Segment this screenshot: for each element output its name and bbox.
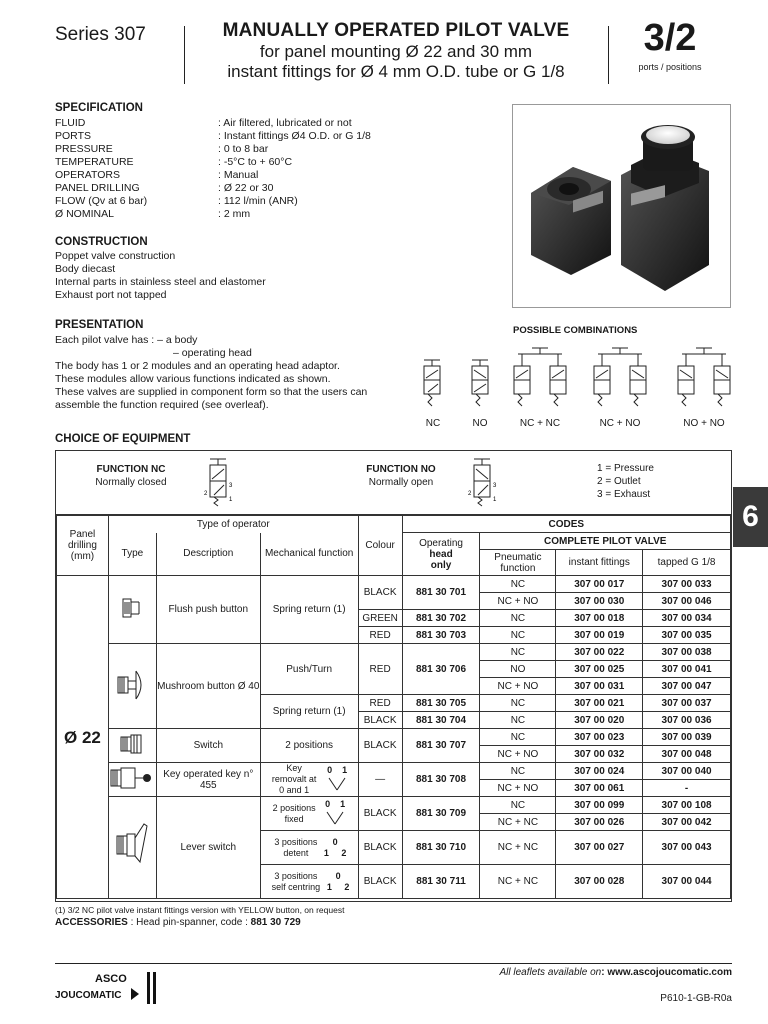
switch-type xyxy=(108,729,156,763)
spec-value: : -5°C to + 60°C xyxy=(218,156,293,168)
instant-fittings-code: 307 00 020 xyxy=(556,712,643,729)
switch-mechanical: 2 positions xyxy=(260,729,358,763)
svg-text:JOUCOMATIC: JOUCOMATIC xyxy=(55,990,122,1001)
header-head-label: head xyxy=(429,548,453,560)
combinations-diagram xyxy=(410,340,740,432)
table-row xyxy=(57,729,731,746)
lever-3pos-center: 0 xyxy=(332,836,338,847)
accessories-label: ACCESSORIES xyxy=(55,917,128,928)
operating-head-code: 881 30 711 xyxy=(402,865,480,899)
tapped-code: 307 00 033 xyxy=(643,576,731,593)
instant-fittings-code: 307 00 031 xyxy=(556,678,643,695)
spec-row xyxy=(55,182,475,195)
instant-fittings-code: 307 00 027 xyxy=(556,831,643,865)
tapped-code: 307 00 041 xyxy=(643,661,731,678)
svg-text:1: 1 xyxy=(229,497,233,503)
combinations-symbols xyxy=(410,340,740,418)
instant-fittings-code: 307 00 019 xyxy=(556,627,643,644)
colour-cell: BLACK xyxy=(358,865,402,899)
operating-head-code: 881 30 703 xyxy=(402,627,480,644)
function-no-subtitle: Normally open xyxy=(368,477,434,488)
ports-label: ports / positions xyxy=(638,62,702,72)
combination-label: NC xyxy=(425,418,441,429)
mushroom-button-type xyxy=(108,644,156,729)
port-legend xyxy=(597,462,654,501)
spec-key: FLUID xyxy=(55,117,86,129)
pneumatic-function-cell: NC xyxy=(480,729,556,746)
colour-cell: BLACK xyxy=(358,797,402,831)
construction-line: Body diecast xyxy=(55,263,116,275)
function-no-title: FUNCTION NO xyxy=(366,464,436,475)
lever-3pos-detent-text: 3 positions detent xyxy=(274,836,318,858)
presentation-line: Each pilot valve has : – a body xyxy=(55,334,198,346)
header-tapped: tapped G 1/8 xyxy=(643,550,731,576)
table-row xyxy=(57,576,731,593)
key-position-symbol xyxy=(324,765,350,795)
flush-button-mechanical: Spring return (1) xyxy=(260,576,358,644)
footnote: (1) 3/2 NC pilot valve instant fittings version with YELLOW button, on request xyxy=(55,905,345,915)
equipment-table-frame xyxy=(55,450,732,902)
spec-row xyxy=(55,117,475,130)
instant-fittings-code: 307 00 028 xyxy=(556,865,643,899)
construction-line: Internal parts in stainless steel and elastomer xyxy=(55,276,266,288)
presentation-line: These modules allow various functions indicated as shown. xyxy=(55,373,331,385)
svg-text:2: 2 xyxy=(204,491,208,497)
spec-row xyxy=(55,208,475,221)
header-panel-drilling: Panel drilling (mm) xyxy=(57,516,109,576)
combination-label: NC + NO xyxy=(599,418,641,429)
leaflets-text: All leaflets available on xyxy=(499,967,602,978)
colour-cell: — xyxy=(358,763,402,797)
pneumatic-function-cell: NC xyxy=(480,627,556,644)
presentation-line: These valves are supplied in component form so that the users can xyxy=(55,386,368,398)
lever-3pos-self-text: 3 positions self centring xyxy=(271,870,321,892)
instant-fittings-code: 307 00 061 xyxy=(556,780,643,797)
spec-value: : Manual xyxy=(218,169,259,181)
spec-key: OPERATORS xyxy=(55,169,120,181)
key-mechanical xyxy=(260,763,358,797)
tapped-code: 307 00 038 xyxy=(643,644,731,661)
accessories-code: 881 30 729 xyxy=(250,917,301,928)
pneumatic-function-cell: NC + NC xyxy=(480,831,556,865)
spec-key: PORTS xyxy=(55,130,91,142)
pneumatic-function-cell: NC + NC xyxy=(480,814,556,831)
spec-row xyxy=(55,169,475,182)
pneumatic-function-cell: NC + NO xyxy=(480,780,556,797)
legend-item: 3 = Exhaust xyxy=(597,489,651,500)
svg-text:3: 3 xyxy=(493,483,497,489)
spec-row xyxy=(55,130,475,143)
construction-title: CONSTRUCTION xyxy=(55,236,148,248)
table-row xyxy=(57,644,731,661)
tapped-code: 307 00 042 xyxy=(643,814,731,831)
operating-head-code: 881 30 710 xyxy=(402,831,480,865)
header-divider xyxy=(608,26,609,84)
page-header xyxy=(0,18,768,90)
header-pneumatic-function: Pneumatic function xyxy=(480,550,556,576)
flush-button-description: Flush push button xyxy=(156,576,260,644)
presentation-line: – operating head xyxy=(173,347,252,359)
footer-divider xyxy=(55,963,732,964)
header-mechanical-function: Mechanical function xyxy=(260,533,358,576)
construction-list xyxy=(55,250,266,302)
instant-fittings-code: 307 00 022 xyxy=(556,644,643,661)
instant-fittings-code: 307 00 030 xyxy=(556,593,643,610)
series-label: Series 307 xyxy=(55,24,146,45)
key-positions: 0 1 xyxy=(327,764,348,775)
tapped-code: 307 00 039 xyxy=(643,729,731,746)
spec-value: : 2 mm xyxy=(218,208,251,220)
leaflets-note xyxy=(499,967,732,978)
section-tab: 6 xyxy=(733,487,768,547)
operating-head-code: 881 30 708 xyxy=(402,763,480,797)
svg-text:2: 2 xyxy=(468,491,472,497)
lever-mechanical-3pos-self xyxy=(260,865,358,899)
svg-text:1: 1 xyxy=(493,497,497,503)
table-row xyxy=(57,797,731,814)
key-removal-text: Key removalt at 0 and 1 xyxy=(271,763,317,795)
spec-key: PRESSURE xyxy=(55,143,113,155)
equipment-table xyxy=(56,515,731,899)
document-reference: P610-1-GB-R0a xyxy=(660,993,732,1004)
key-switch-icon xyxy=(109,765,155,791)
flush-button-type xyxy=(108,576,156,644)
colour-cell: BLACK xyxy=(358,729,402,763)
header-complete-pilot-valve: COMPLETE PILOT VALVE xyxy=(480,533,731,550)
tapped-code: 307 00 034 xyxy=(643,610,731,627)
tapped-code: - xyxy=(643,780,731,797)
switch-icon xyxy=(117,733,147,755)
leaflets-url[interactable]: : www.ascojoucomatic.com xyxy=(601,967,732,978)
lever-2pos-icon xyxy=(322,810,348,826)
operating-head-code: 881 30 702 xyxy=(402,610,480,627)
tapped-code: 307 00 040 xyxy=(643,763,731,780)
instant-fittings-code: 307 00 032 xyxy=(556,746,643,763)
tapped-code: 307 00 108 xyxy=(643,797,731,814)
instant-fittings-code: 307 00 024 xyxy=(556,763,643,780)
legend-item: 2 = Outlet xyxy=(597,476,641,487)
title-block xyxy=(190,20,602,82)
lever-mechanical-2pos xyxy=(260,797,358,831)
mushroom-push-turn: Push/Turn xyxy=(260,644,358,695)
header-type-of-operator: Type of operator xyxy=(108,516,358,533)
spec-value: : 112 l/min (ANR) xyxy=(218,195,298,207)
mushroom-button-description: Mushroom button Ø 40 xyxy=(156,644,260,729)
choice-title: CHOICE OF EQUIPMENT xyxy=(55,433,191,445)
mushroom-spring-return: Spring return (1) xyxy=(260,695,358,729)
key-operated-description: Key operated key n° 455 xyxy=(156,763,260,797)
function-nc-title: FUNCTION NC xyxy=(96,464,166,475)
operating-head-code: 881 30 706 xyxy=(402,644,480,695)
pneumatic-function-cell: NC xyxy=(480,576,556,593)
combinations-title: POSSIBLE COMBINATIONS xyxy=(513,325,638,336)
instant-fittings-code: 307 00 026 xyxy=(556,814,643,831)
spec-key: TEMPERATURE xyxy=(55,156,134,168)
svg-text:ASCO: ASCO xyxy=(95,973,127,985)
product-photo xyxy=(512,104,731,308)
operating-head-code: 881 30 709 xyxy=(402,797,480,831)
colour-cell: RED xyxy=(358,644,402,695)
tapped-code: 307 00 047 xyxy=(643,678,731,695)
company-logo xyxy=(55,968,175,1008)
lever-switch-description: Lever switch xyxy=(156,797,260,899)
tapped-code: 307 00 043 xyxy=(643,831,731,865)
function-no xyxy=(346,463,456,489)
ports-value: 3/2 xyxy=(643,17,697,59)
no-symbol-icon xyxy=(466,455,502,509)
panel-drilling-value: Ø 22 xyxy=(57,576,109,899)
spec-key: PANEL DRILLING xyxy=(55,182,140,194)
tapped-code: 307 00 036 xyxy=(643,712,731,729)
key-positions-icon xyxy=(324,776,350,792)
colour-cell: GREEN xyxy=(358,610,402,627)
ports-positions xyxy=(620,18,720,72)
tapped-code: 307 00 037 xyxy=(643,695,731,712)
flush-button-icon xyxy=(117,593,147,623)
colour-cell: BLACK xyxy=(358,576,402,610)
instant-fittings-code: 307 00 099 xyxy=(556,797,643,814)
mushroom-button-icon xyxy=(114,665,150,705)
instant-fittings-code: 307 00 017 xyxy=(556,576,643,593)
lever-3pos-detent-symbol xyxy=(324,837,347,859)
pneumatic-function-cell: NC xyxy=(480,644,556,661)
combination-label: NC + NC xyxy=(519,418,561,429)
construction-line: Poppet valve construction xyxy=(55,250,176,262)
presentation-line: assemble the function required (see overleaf). xyxy=(55,399,269,411)
legend-item: 1 = Pressure xyxy=(597,463,654,474)
combination-label: NO xyxy=(472,418,488,429)
colour-cell: BLACK xyxy=(358,831,402,865)
pneumatic-function-cell: NC + NO xyxy=(480,678,556,695)
spec-key: Ø NOMINAL xyxy=(55,208,114,220)
lever-2pos-text: 2 positions fixed xyxy=(272,802,316,824)
tapped-code: 307 00 044 xyxy=(643,865,731,899)
presentation-line: The body has 1 or 2 modules and an operating head adaptor. xyxy=(55,360,340,372)
lever-switch-type xyxy=(108,797,156,899)
header-colour: Colour xyxy=(358,516,402,576)
spec-value: : 0 to 8 bar xyxy=(218,143,269,155)
asco-joucomatic-logo xyxy=(55,968,175,1008)
header-operating-label: Operating xyxy=(419,537,463,549)
tapped-code: 307 00 048 xyxy=(643,746,731,763)
operating-head-code: 881 30 705 xyxy=(402,695,480,712)
pneumatic-function-cell: NC + NO xyxy=(480,593,556,610)
page-title: MANUALLY OPERATED PILOT VALVE xyxy=(222,20,570,41)
spec-value: : Air filtered, lubricated or not xyxy=(218,117,352,129)
pneumatic-function-cell: NC + NC xyxy=(480,865,556,899)
header-type: Type xyxy=(108,533,156,576)
lever-switch-icon xyxy=(114,816,150,876)
specification-title: SPECIFICATION xyxy=(55,102,143,114)
page-subtitle-1: for panel mounting Ø 22 and 30 mm xyxy=(259,42,533,61)
header-only-label: only xyxy=(430,559,452,571)
spec-row xyxy=(55,143,475,156)
switch-description: Switch xyxy=(156,729,260,763)
lever-2pos-symbol xyxy=(322,799,348,829)
spec-key: FLOW (Qv at 6 bar) xyxy=(55,195,148,207)
header-codes: CODES xyxy=(402,516,730,533)
lever-mechanical-3pos-detent xyxy=(260,831,358,865)
operating-head-code: 881 30 707 xyxy=(402,729,480,763)
pneumatic-function-cell: NC xyxy=(480,610,556,627)
lever-3pos-sides: 1 2 xyxy=(323,847,347,858)
instant-fittings-code: 307 00 025 xyxy=(556,661,643,678)
svg-text:3: 3 xyxy=(229,483,233,489)
combination-label: NO + NO xyxy=(683,418,725,429)
specification-list xyxy=(55,117,475,221)
accessories-text: : Head pin-spanner, code : xyxy=(127,917,251,928)
spec-value: : Instant fittings Ø4 O.D. or G 1/8 xyxy=(218,130,371,142)
pneumatic-function-cell: NC xyxy=(480,695,556,712)
instant-fittings-code: 307 00 021 xyxy=(556,695,643,712)
table-row xyxy=(57,763,731,780)
pneumatic-function-cell: NC xyxy=(480,763,556,780)
lever-2pos-positions: 0 1 xyxy=(325,798,346,809)
function-nc-subtitle: Normally closed xyxy=(95,477,167,488)
instant-fittings-code: 307 00 023 xyxy=(556,729,643,746)
presentation-title: PRESENTATION xyxy=(55,319,144,331)
operating-head-code: 881 30 704 xyxy=(402,712,480,729)
header-description: Description xyxy=(156,533,260,576)
accessories-line xyxy=(55,917,301,928)
operating-head-code: 881 30 701 xyxy=(402,576,480,610)
lever-3pos-center: 0 xyxy=(335,870,341,881)
pneumatic-function-cell: NO xyxy=(480,661,556,678)
page-subtitle-2: instant fittings for Ø 4 mm O.D. tube or G 1/8 xyxy=(227,62,565,81)
colour-cell: RED xyxy=(358,627,402,644)
header-operating-head xyxy=(402,533,480,576)
colour-cell: RED xyxy=(358,695,402,712)
header-divider xyxy=(184,26,185,84)
spec-value: : Ø 22 or 30 xyxy=(218,182,274,194)
header-instant-fittings: instant fittings xyxy=(556,550,643,576)
pneumatic-function-cell: NC xyxy=(480,797,556,814)
spec-row xyxy=(55,156,475,169)
pneumatic-function-cell: NC + NO xyxy=(480,746,556,763)
key-operated-type xyxy=(108,763,156,797)
nc-symbol-icon xyxy=(202,455,238,509)
valve-photo-illustration xyxy=(513,105,730,307)
lever-3pos-self-symbol xyxy=(327,871,350,893)
colour-cell: BLACK xyxy=(358,712,402,729)
construction-line: Exhaust port not tapped xyxy=(55,289,167,301)
function-legend xyxy=(56,451,731,515)
function-nc xyxy=(76,463,186,489)
instant-fittings-code: 307 00 018 xyxy=(556,610,643,627)
spec-row xyxy=(55,195,475,208)
presentation-text xyxy=(55,334,415,412)
pneumatic-function-cell: NC xyxy=(480,712,556,729)
tapped-code: 307 00 035 xyxy=(643,627,731,644)
lever-3pos-sides: 1 2 xyxy=(326,881,350,892)
tapped-code: 307 00 046 xyxy=(643,593,731,610)
